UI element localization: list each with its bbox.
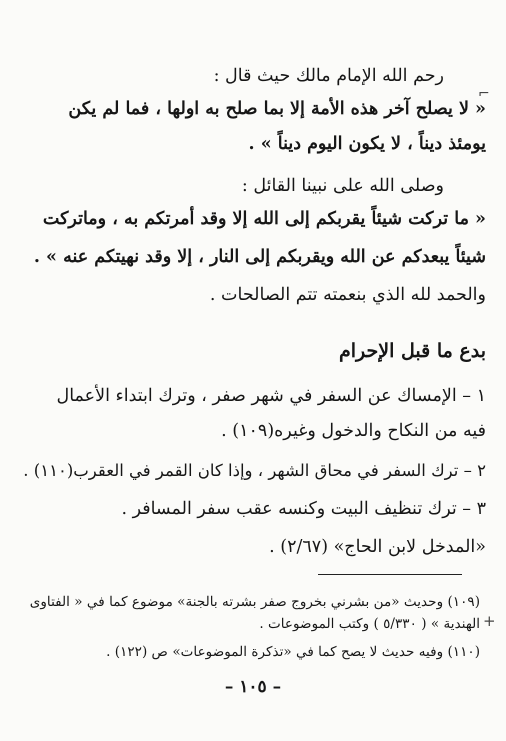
body-line-4: وصلى الله على نبينا القائل : <box>241 176 444 196</box>
body-line-3: يومئذ ديناً ، لا يكون اليوم ديناً » . <box>248 134 486 154</box>
body-line-7: والحمد لله الذي بنعمته تتم الصالحات . <box>209 285 486 305</box>
reference: «المدخل لابن الحاج» (٢/٦٧) . <box>269 537 486 557</box>
margin-cross-mark: + <box>483 612 496 630</box>
item-3: ٣ – ترك تنظيف البيت وكنسه عقب سفر المسافر . <box>121 499 486 519</box>
section-heading: بدع ما قبل الإحرام <box>339 340 486 362</box>
item-1-line-1: ١ – الإمساك عن السفر في شهر صفر ، وترك ابتداء الأعمال <box>56 386 486 406</box>
body-line-6: شيئاً يبعدكم عن الله ويقربكم إلى النار ، إلا وقد نهيتكم عنه » . <box>33 247 486 267</box>
footnote-separator <box>318 574 462 575</box>
footnote-109-line-2: الهندية » ( ٥/٣٣٠ ) وكتب الموضوعات . <box>259 616 480 632</box>
footnote-109-line-1: (١٠٩) وحديث «من بشرني بخروج صفر بشرته بالجنة» موضوع كما في « الفتاوى <box>29 594 480 610</box>
body-line-1: رحم الله الإمام مالك حيث قال : <box>213 66 444 86</box>
page-number: – ١٠٥ – <box>224 677 282 697</box>
item-1-line-2: فيه من النكاح والدخول وغيره(١٠٩) . <box>221 421 486 441</box>
footnote-110: (١١٠) وفيه حديث لا يصح كما في «تذكرة الموضوعات» ص (١٢٢) . <box>106 644 480 660</box>
item-2: ٢ – ترك السفر في محاق الشهر ، وإذا كان القمر في العقرب(١١٠) . <box>23 461 486 480</box>
body-line-5: « ما تركت شيئاً يقربكم إلى الله إلا وقد أمرتكم به ، وماتركت <box>42 209 486 229</box>
body-line-2: « لا يصلح آخر هذه الأمة إلا بما صلح به اولها ، فما لم يكن <box>68 99 486 119</box>
margin-tick-mark: ⌐ <box>478 86 490 102</box>
